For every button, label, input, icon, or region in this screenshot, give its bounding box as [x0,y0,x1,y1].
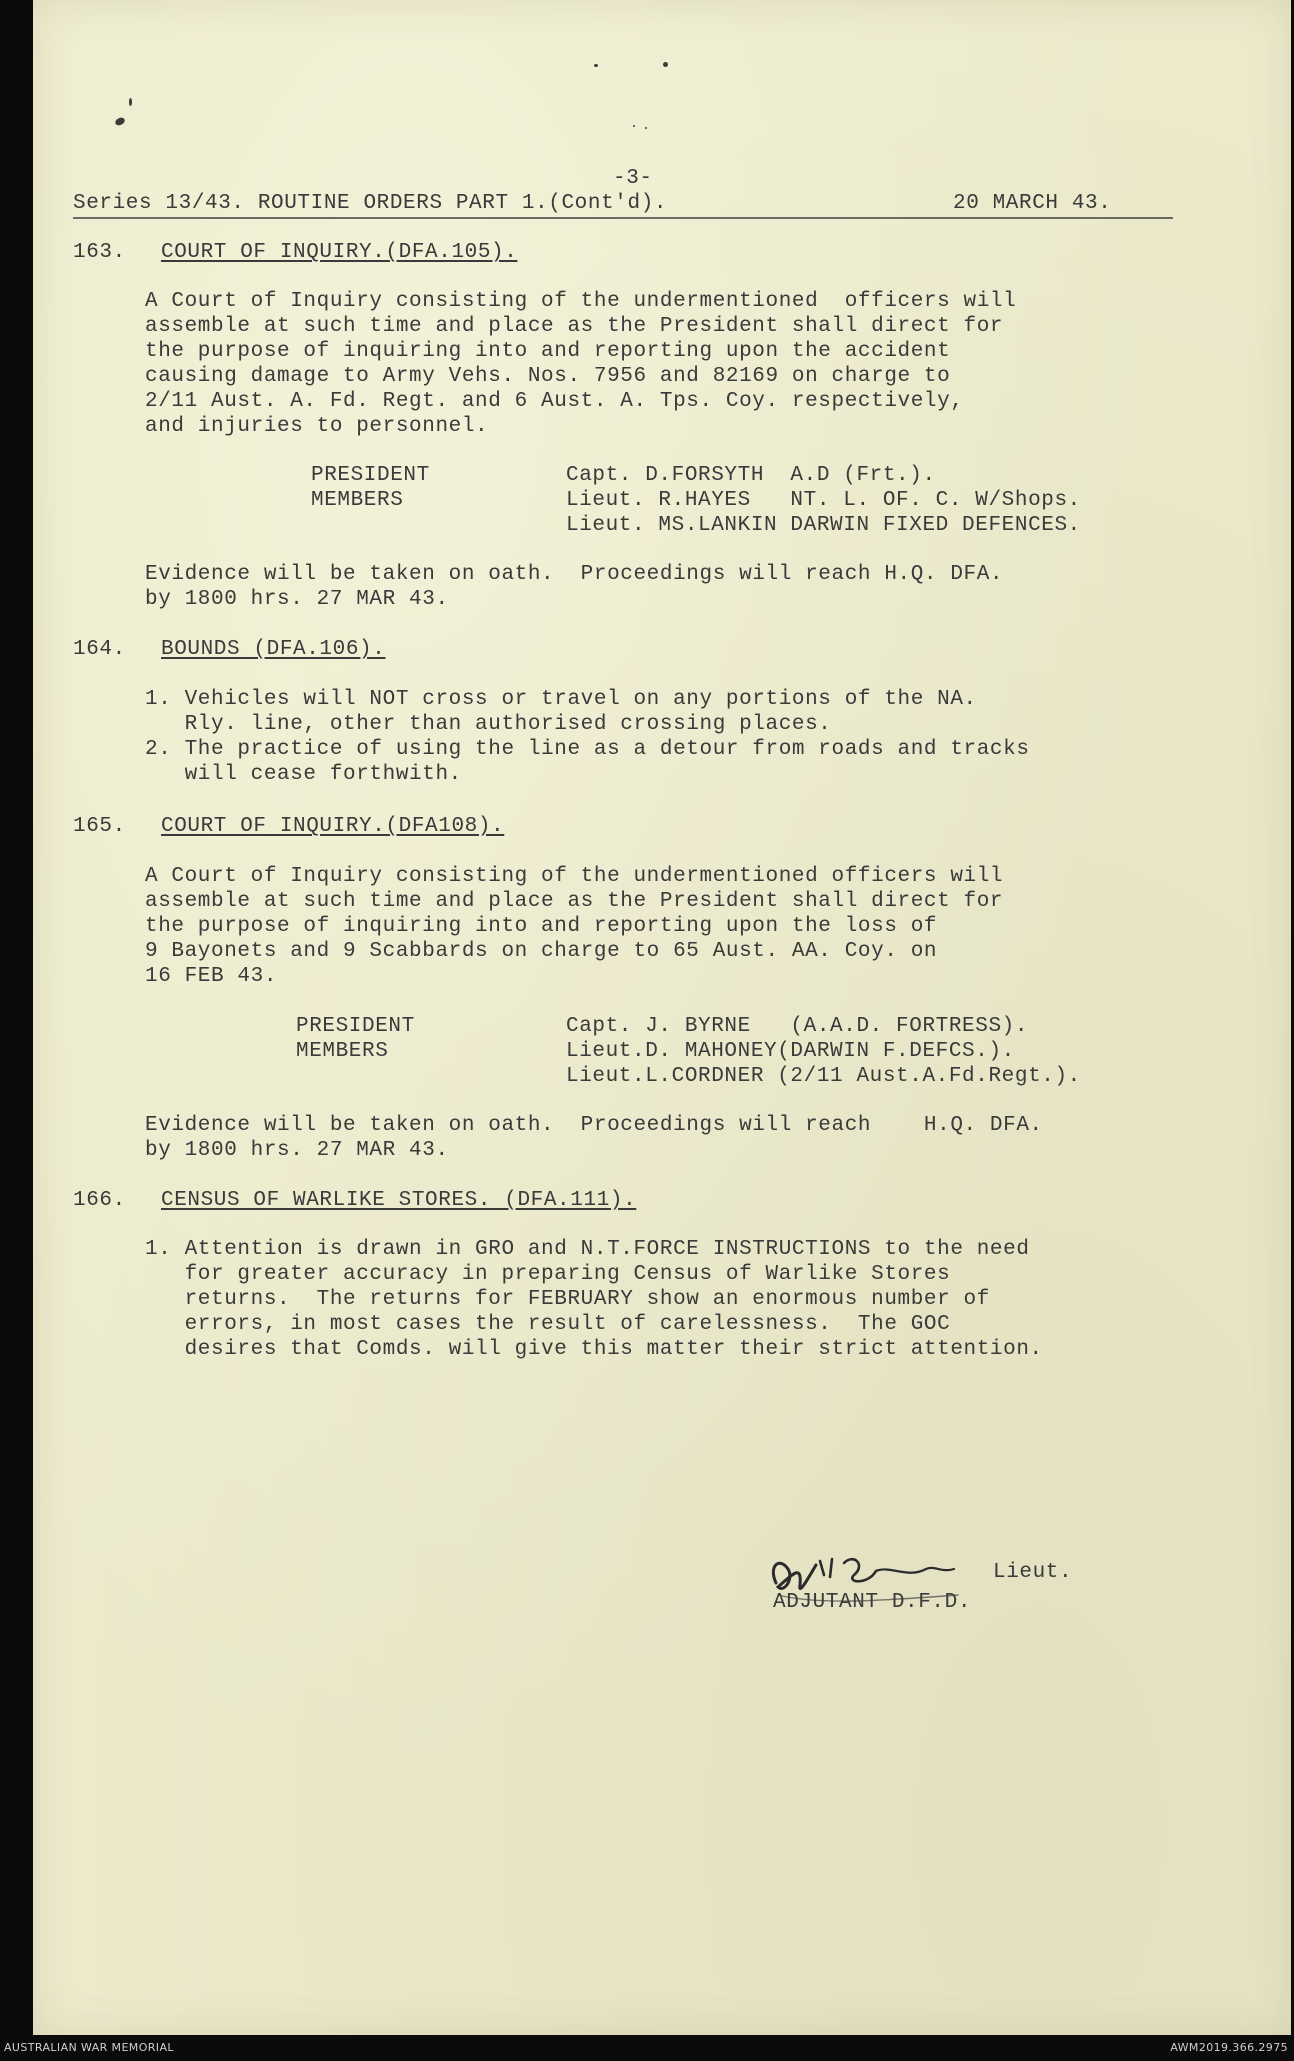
order-164-item-line: will cease forthwith. [145,763,462,786]
order-164-item-line: 2. The practice of using the line as a detour from roads and tracks [145,738,1030,761]
order-165-officer: Lieut.D. MAHONEY(DARWIN F.DEFCS.). [566,1040,1015,1063]
order-165-body-line: A Court of Inquiry consisting of the undermentioned officers will [145,865,1004,888]
order-163-officer: Capt. D.FORSYTH A.D (Frt.). [566,464,936,487]
order-163-title: COURT OF INQUIRY.(DFA.105). [161,241,518,264]
signature-rank: Lieut. [993,1561,1073,1584]
order-163-body-line: A Court of Inquiry consisting of the undermentioned officers will [145,290,1017,313]
order-163-number: 163. [73,241,126,264]
order-163-officer: Lieut. MS.LANKIN DARWIN FIXED DEFENCES. [566,514,1081,537]
order-164-item-line: Rly. line, other than authorised crossing places. [145,713,832,736]
ink-speck [114,116,126,127]
signature-appointment: ADJUTANT D.F.D. [773,1591,972,1614]
ink-speck [129,98,132,106]
footer-accession-number: AWM2019.366.2975 [1170,2041,1288,2054]
ink-speck [663,62,668,67]
order-166-item-line: desires that Comds. will give this matter their strict attention. [145,1338,1043,1361]
document-date: 20 MARCH 43. [953,192,1112,215]
order-166-number: 166. [73,1189,126,1212]
order-166-item-line: errors, in most cases the result of carelessness. The GOC [145,1313,951,1336]
document-page [33,0,1291,2035]
header-rule [73,217,1173,219]
ink-speck [633,125,635,127]
order-165-officer: Capt. J. BYRNE (A.A.D. FORTRESS). [566,1015,1029,1038]
order-165-president-label: PRESIDENT [296,1015,415,1038]
order-165-title: COURT OF INQUIRY.(DFA108). [161,815,505,838]
ink-speck [594,64,598,67]
order-166-item-line: returns. The returns for FEBRUARY show an enormous number of [145,1288,990,1311]
order-163-body-line: 2/11 Aust. A. Fd. Regt. and 6 Aust. A. Tps. Coy. respectively, [145,390,964,413]
order-164-number: 164. [73,638,126,661]
order-166-title: CENSUS OF WARLIKE STORES. (DFA.111). [161,1189,637,1212]
order-163-evidence: Evidence will be taken on oath. Proceedings will reach H.Q. DFA. [145,563,1004,586]
order-165-members-label: MEMBERS [296,1040,389,1063]
order-165-body-line: 9 Bayonets and 9 Scabbards on charge to 65 Aust. AA. Coy. on [145,940,938,963]
order-163-officer: Lieut. R.HAYES NT. L. OF. C. W/Shops. [566,489,1081,512]
order-163-body-line: and injuries to personnel. [145,415,489,438]
order-165-number: 165. [73,815,126,838]
order-163-body-line: assemble at such time and place as the President shall direct for [145,315,1004,338]
page-number: -3- [613,167,653,190]
order-165-body-line: 16 FEB 43. [145,965,278,988]
order-163-evidence: by 1800 hrs. 27 MAR 43. [145,588,449,611]
order-164-item-line: 1. Vehicles will NOT cross or travel on any portions of the NA. [145,688,977,711]
order-166-item-line: 1. Attention is drawn in GRO and N.T.FORCE INSTRUCTIONS to the need [145,1238,1030,1261]
order-165-body-line: assemble at such time and place as the President shall direct for [145,890,1004,913]
order-166-item-line: for greater accuracy in preparing Census of Warlike Stores [145,1263,951,1286]
order-164-title: BOUNDS (DFA.106). [161,638,386,661]
order-163-body-line: the purpose of inquiring into and reporting upon the accident [145,340,951,363]
order-163-body-line: causing damage to Army Vehs. Nos. 7956 and 82169 on charge to [145,365,951,388]
order-165-officer: Lieut.L.CORDNER (2/11 Aust.A.Fd.Regt.). [566,1065,1081,1088]
ink-speck [645,127,647,129]
order-163-president-label: PRESIDENT [311,464,430,487]
footer-institution: AUSTRALIAN WAR MEMORIAL [4,2041,174,2054]
order-165-evidence: by 1800 hrs. 27 MAR 43. [145,1139,449,1162]
document-header: Series 13/43. ROUTINE ORDERS PART 1.(Cont'd). [73,192,668,215]
order-165-evidence: Evidence will be taken on oath. Proceedings will reach H.Q. DFA. [145,1114,1043,1137]
order-163-members-label: MEMBERS [311,489,404,512]
order-165-body-line: the purpose of inquiring into and reporting upon the loss of [145,915,938,938]
